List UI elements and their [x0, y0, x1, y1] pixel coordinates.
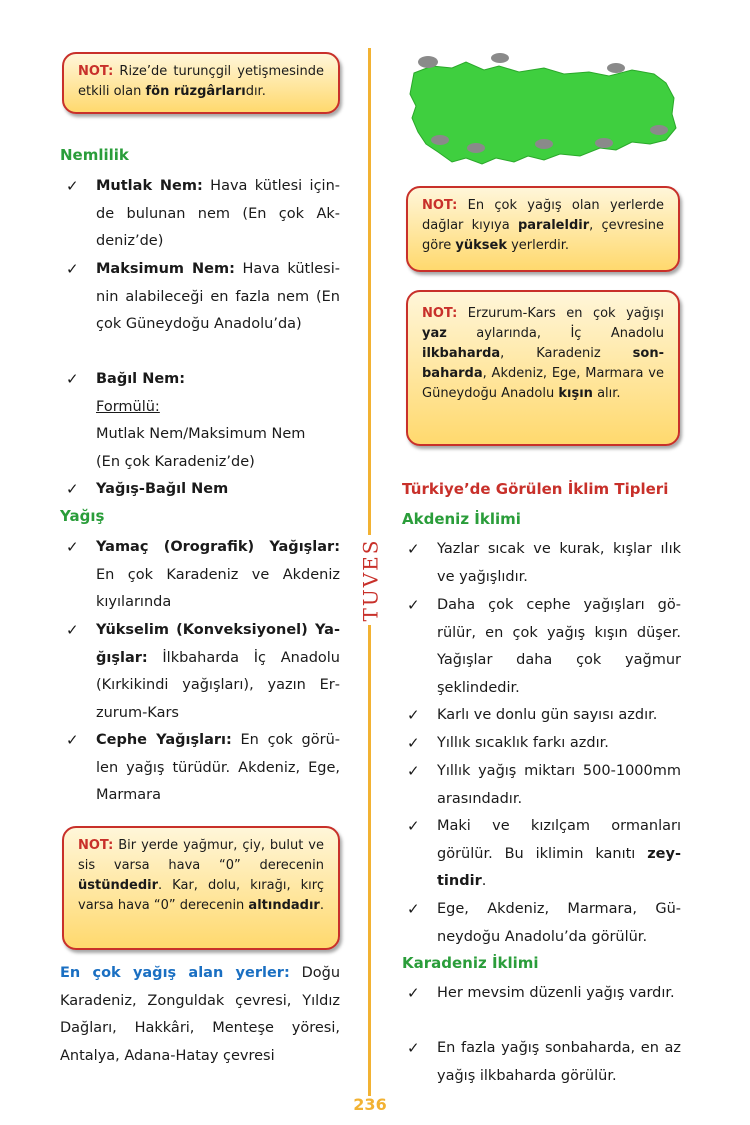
list-item: ✓ Karlı ve donlu gün sayısı azdır.	[437, 702, 681, 730]
note-sicaklik: NOT: Bir yerde yağmur, çiy, bulut ve sis varsa hava “0” derecenin üstündedir. Kar, dolu, kırağı, kırç varsa hava “0” derecenin altındadır.	[62, 826, 340, 950]
note-daglar-paralel: NOT: En çok yağış olan yerlerde dağlar kıyıya paraleldir, çevresine göre yüksek yerlerdir.	[406, 186, 680, 272]
list-item: ✓ Ege, Akdeniz, Marmara, Güneydoğu Anadolu’da görülür.	[437, 896, 681, 951]
list-item: ✓ Yazlar sıcak ve kurak, kışlar ılık ve yağışlıdır.	[437, 536, 681, 591]
check-icon: ✓	[407, 734, 420, 752]
list-item: ✓ En fazla yağış sonbaharda, en az yağış ilkbaharda görülür.	[437, 1035, 681, 1090]
check-icon: ✓	[66, 538, 79, 556]
check-icon: ✓	[407, 596, 420, 614]
check-icon: ✓	[407, 540, 420, 558]
list-item: ✓ Maki ve kızılçam ormanları görülür. Bu iklimin kanıtı zeytindir.	[437, 813, 681, 896]
note-mevsimsel-yagis: NOT: Erzurum-Kars en çok yağışı yaz aylarında, İç Anadolu ilkbaharda, Karadeniz sonbaharda, Akdeniz, Ege, Marmara ve Güneydoğu Anadolu kışın alır.	[406, 290, 680, 446]
list-item: ✓ Yıllık sıcaklık farkı azdır.	[437, 730, 681, 758]
list-item: ✓ Mutlak Nem: Hava kütlesi içinde bulunan nem (En çok Akdeniz’de)	[96, 173, 340, 256]
check-icon: ✓	[407, 706, 420, 724]
heading-iklim-tipleri: Türkiye’de Görülen İklim Tipleri	[402, 480, 669, 498]
list-item: ✓ Cephe Yağışları: En çok görülen yağış türüdür. Akdeniz, Ege, Marmara	[96, 727, 340, 810]
most-rain-paragraph: En çok yağış alan yerler: Doğu Karadeniz, Zonguldak çevresi, Yıldız Dağları, Hakkâri, Menteşe yöresi, Antalya, Adana-Hatay çevresi	[60, 965, 341, 1064]
heading-akdeniz: Akdeniz İklimi	[402, 510, 521, 528]
list-item: ✓ Yıllık yağış miktarı 500-1000mm arasındadır.	[437, 758, 681, 813]
note-rize-fon: NOT: Rize’de turunçgil yetişmesinde etkili olan fön rüzgârlarıdır.	[62, 52, 340, 114]
list-item: ✓ Yağış-Bağıl Nem	[96, 476, 340, 504]
check-icon: ✓	[407, 817, 420, 835]
list-item: ✓ Maksimum Nem: Hava kütlesinin alabileceği en fazla nem (En çok Güneydoğu Anadolu’da)	[96, 256, 340, 339]
check-icon: ✓	[66, 621, 79, 639]
heading-karadeniz: Karadeniz İklimi	[402, 954, 539, 972]
check-icon: ✓	[407, 900, 420, 918]
check-icon: ✓	[66, 370, 79, 388]
check-icon: ✓	[66, 177, 79, 195]
check-icon: ✓	[407, 984, 420, 1002]
turkey-rain-map	[404, 48, 684, 178]
check-icon: ✓	[407, 762, 420, 780]
list-item: ✓ Yamaç (Orografik) Yağışlar: En çok Karadeniz ve Akdeniz kıyılarında	[96, 534, 340, 617]
check-icon: ✓	[66, 731, 79, 749]
heading-yagis: Yağış	[60, 507, 105, 525]
page-number: 236	[353, 1095, 387, 1114]
list-item: ✓ Her mevsim düzenli yağış vardır.	[437, 980, 681, 1008]
check-icon: ✓	[66, 260, 79, 278]
check-icon: ✓	[66, 480, 79, 498]
heading-nemlilik: Nemlilik	[60, 146, 129, 164]
list-item: ✓ Daha çok cephe yağışları görülür, en çok yağış kışın düşer. Yağışlar daha çok yağmur şeklindedir.	[437, 592, 681, 702]
check-icon: ✓	[407, 1039, 420, 1057]
list-item: ✓ Yükselim (Konveksiyonel) Yağışlar: İlkbaharda İç Anadolu (Kırkikindi yağışları), yazın Erzurum-Kars	[96, 617, 340, 727]
list-item: ✓ Bağıl Nem: Formülü: Mutlak Nem/Maksimum Nem (En çok Karadeniz’de)	[96, 366, 340, 476]
brand-logo: TUVES	[352, 535, 388, 625]
